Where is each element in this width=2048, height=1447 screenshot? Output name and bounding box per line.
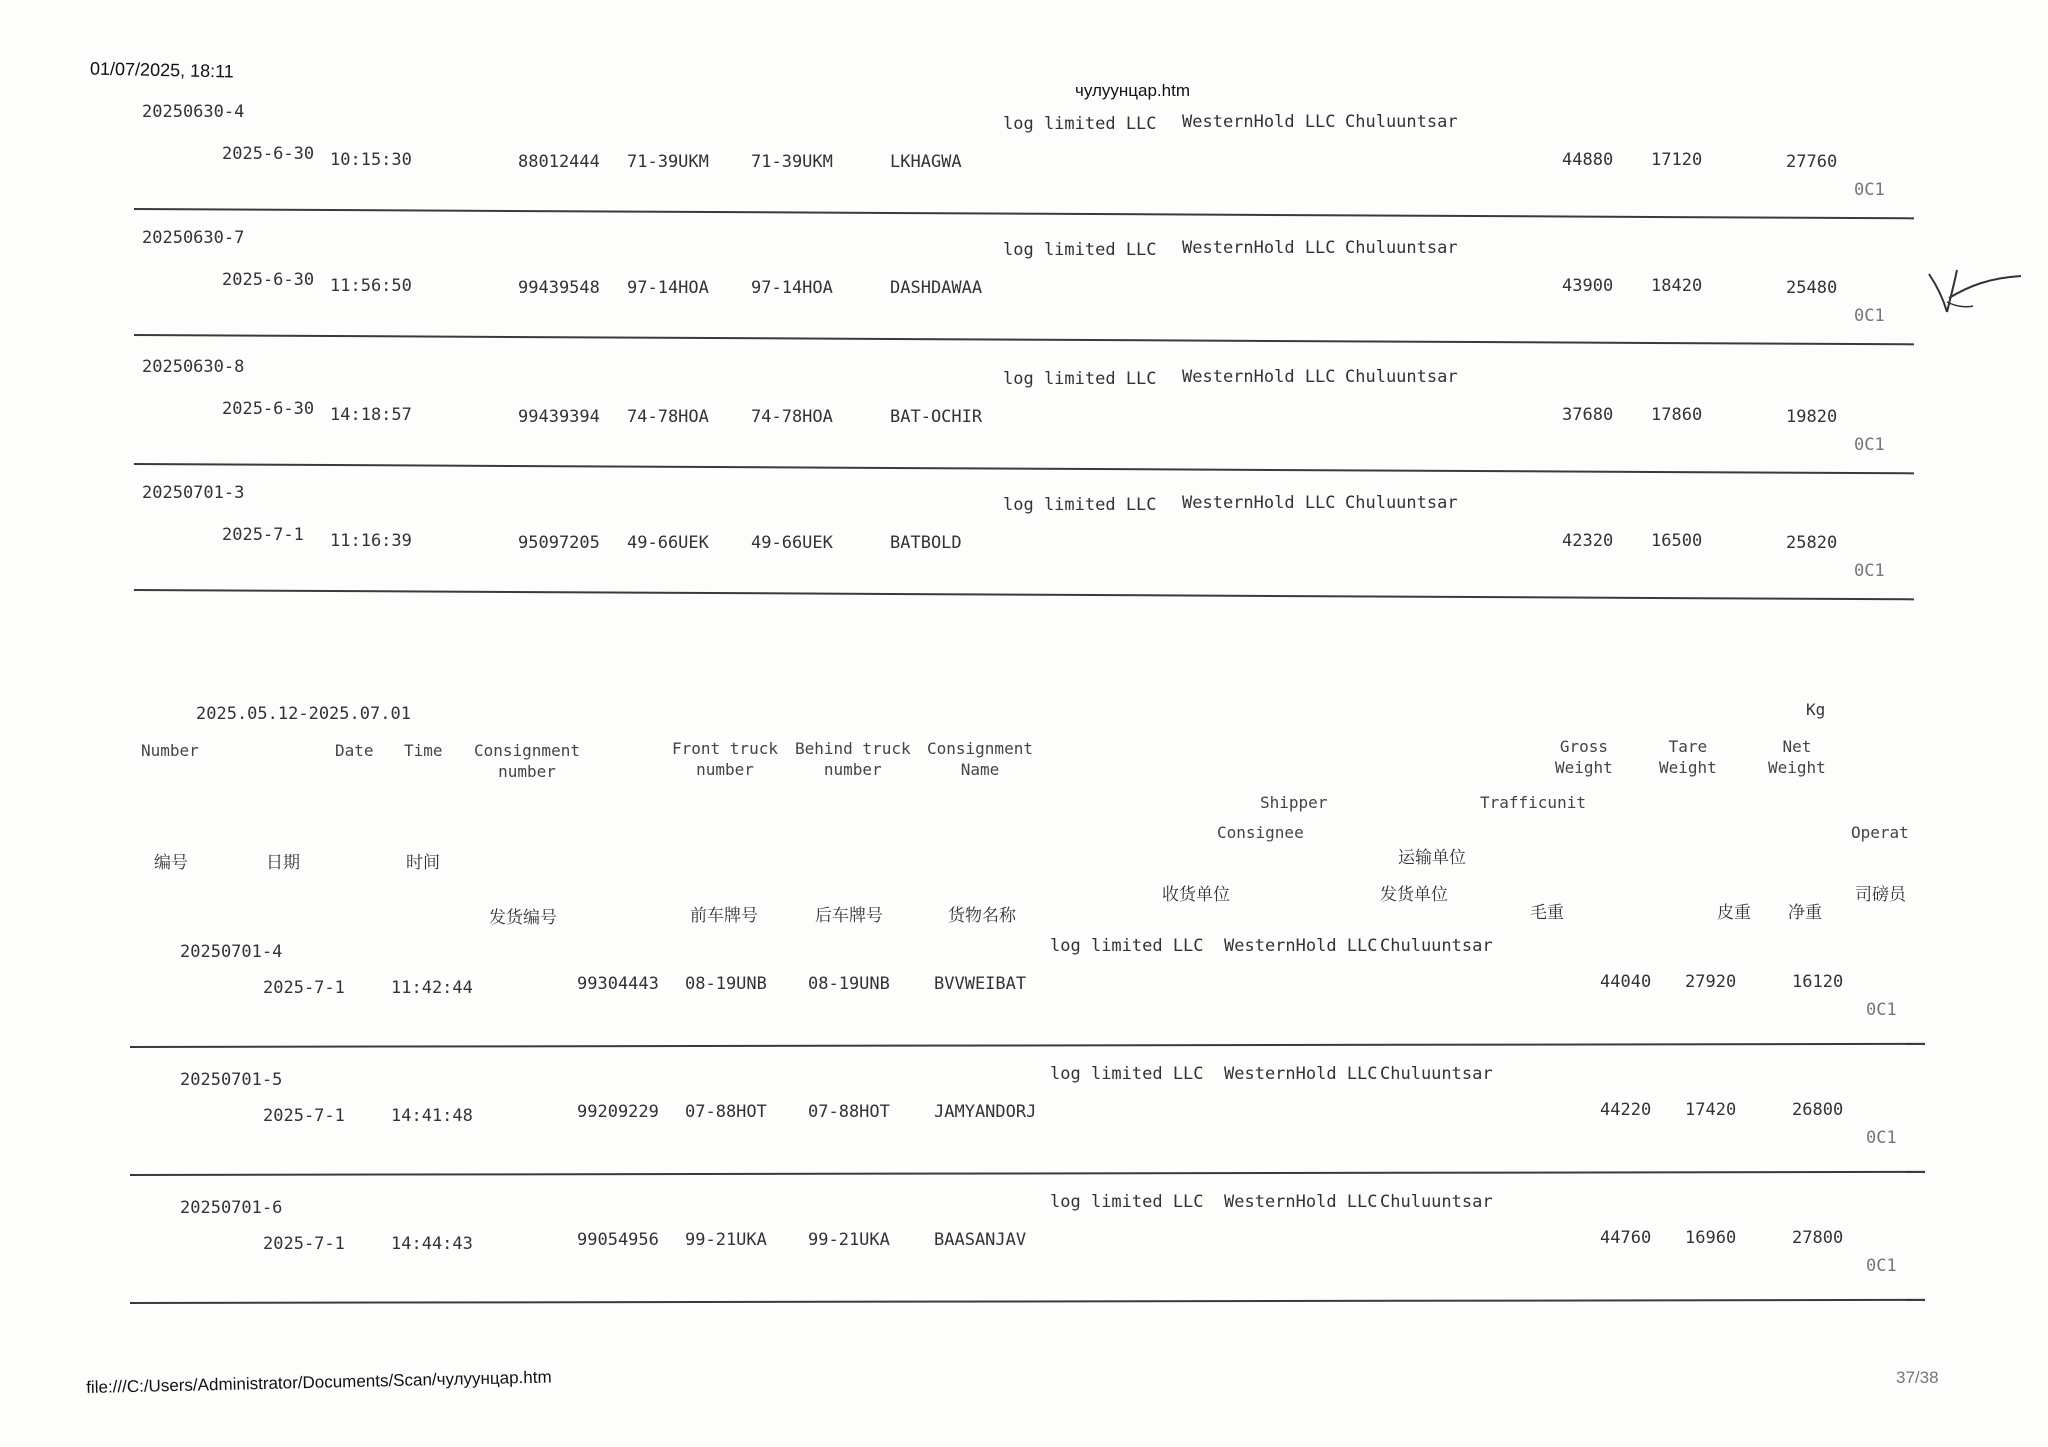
record-date: 2025-6-30 xyxy=(222,399,315,419)
record-time: 10:15:30 xyxy=(330,150,412,170)
record-net: 25820 xyxy=(1786,533,1838,553)
record-gross: 43900 xyxy=(1562,276,1614,296)
header-date-en: Date xyxy=(335,741,374,760)
record-date: 2025-7-1 xyxy=(263,978,345,998)
record-net: 16120 xyxy=(1792,972,1844,992)
header-behind-truck-en: Behind truck number xyxy=(795,739,911,779)
record-consignment-number: 99439394 xyxy=(518,407,600,427)
record-consignment-name: JAMYANDORJ xyxy=(934,1102,1037,1122)
record-consignee: log limited LLC xyxy=(1050,936,1204,956)
record-consignee: log limited LLC xyxy=(1003,240,1157,260)
handwritten-mark xyxy=(1925,262,2025,322)
record-operator: 0C1 xyxy=(1866,1000,1897,1020)
record-consignment-name: LKHAGWA xyxy=(890,152,962,172)
record-time: 11:42:44 xyxy=(391,978,473,998)
record-behind-truck: 74-78HOA xyxy=(751,407,833,427)
record-number: 20250701-6 xyxy=(180,1198,283,1218)
record-traffic-unit: Chuluuntsar xyxy=(1380,1192,1493,1212)
record-operator: 0C1 xyxy=(1854,435,1885,455)
record-consignee: log limited LLC xyxy=(1050,1064,1204,1084)
record-consignee: log limited LLC xyxy=(1003,495,1157,515)
record-tare: 17120 xyxy=(1651,150,1703,170)
header-number-cn: 编号 xyxy=(154,853,188,873)
header-transport-unit-cn: 运输单位 xyxy=(1398,848,1466,868)
header-consignment-number-en: Consignment number xyxy=(474,741,580,781)
record-time: 14:41:48 xyxy=(391,1106,473,1126)
record-number: 20250630-7 xyxy=(142,228,245,248)
record-tare: 17860 xyxy=(1651,405,1703,425)
record-consignment-number: 95097205 xyxy=(518,533,600,553)
record-traffic-unit: Chuluuntsar xyxy=(1345,367,1458,387)
record-number: 20250630-4 xyxy=(142,102,245,122)
header-net-cn: 净重 xyxy=(1788,903,1822,923)
header-tare-cn: 皮重 xyxy=(1717,903,1751,923)
record-gross: 42320 xyxy=(1562,531,1614,551)
record-time: 11:16:39 xyxy=(330,531,412,551)
record xyxy=(0,1064,2048,1192)
header-operator-cn: 司磅员 xyxy=(1855,885,1906,905)
record-date: 2025-7-1 xyxy=(263,1106,345,1126)
record-consignee: log limited LLC xyxy=(1050,1192,1204,1212)
record-number: 20250630-8 xyxy=(142,357,245,377)
record-time: 14:44:43 xyxy=(391,1234,473,1254)
record-net: 26800 xyxy=(1792,1100,1844,1120)
record-tare: 17420 xyxy=(1685,1100,1737,1120)
record-number: 20250701-3 xyxy=(142,483,245,503)
record-separator xyxy=(134,589,1914,600)
record-front-truck: 08-19UNB xyxy=(685,974,767,994)
record xyxy=(0,226,2048,354)
record-traffic-unit: Chuluuntsar xyxy=(1380,936,1493,956)
record-traffic-unit: Chuluuntsar xyxy=(1345,238,1458,258)
record-consignment-name: BATBOLD xyxy=(890,533,962,553)
record-consignment-number: 88012444 xyxy=(518,152,600,172)
record-behind-truck: 97-14HOA xyxy=(751,278,833,298)
record-shipper: WesternHold LLC xyxy=(1224,1192,1378,1212)
header-tare-en: Tare Weight xyxy=(1659,737,1717,777)
record-separator xyxy=(134,208,1914,219)
record-consignment-name: BVVWEIBAT xyxy=(934,974,1027,994)
header-gross-cn: 毛重 xyxy=(1530,903,1564,923)
record-traffic-unit: Chuluuntsar xyxy=(1345,112,1458,132)
record xyxy=(0,1192,2048,1320)
record-shipper: WesternHold LLC xyxy=(1224,936,1378,956)
record-tare: 16960 xyxy=(1685,1228,1737,1248)
record-date: 2025-7-1 xyxy=(263,1234,345,1254)
print-file-path: file:///C:/Users/Administrator/Documents/Scan/чулуунцар.htm xyxy=(86,1367,552,1397)
record-time: 11:56:50 xyxy=(330,276,412,296)
record-net: 19820 xyxy=(1786,407,1838,427)
record-consignment-name: DASHDAWAA xyxy=(890,278,983,298)
record-consignee: log limited LLC xyxy=(1003,369,1157,389)
header-consignment-name-cn: 货物名称 xyxy=(948,906,1016,926)
record-net: 27800 xyxy=(1792,1228,1844,1248)
record-behind-truck: 49-66UEK xyxy=(751,533,833,553)
record-front-truck: 74-78HOA xyxy=(627,407,709,427)
print-datetime: 01/07/2025, 18:11 xyxy=(89,58,235,82)
record-number: 20250701-4 xyxy=(180,942,283,962)
record-shipper: WesternHold LLC xyxy=(1224,1064,1378,1084)
header-gross-en: Gross Weight xyxy=(1555,737,1613,777)
header-consignee-en: Consignee xyxy=(1217,823,1304,842)
record-consignee: log limited LLC xyxy=(1003,114,1157,134)
header-consignment-number-cn: 发货编号 xyxy=(489,908,557,928)
record-consignment-number: 99209229 xyxy=(577,1102,659,1122)
record-consignment-number: 99439548 xyxy=(518,278,600,298)
header-net-en: Net Weight xyxy=(1768,737,1826,777)
record xyxy=(0,481,2048,609)
record-operator: 0C1 xyxy=(1854,306,1885,326)
record-net: 27760 xyxy=(1786,152,1838,172)
record-separator xyxy=(134,334,1914,345)
record-operator: 0C1 xyxy=(1854,180,1885,200)
date-range: 2025.05.12-2025.07.01 xyxy=(196,704,411,724)
record-separator xyxy=(130,1171,1925,1176)
record-date: 2025-6-30 xyxy=(222,144,315,164)
record-consignment-number: 99304443 xyxy=(577,974,659,994)
record-front-truck: 97-14HOA xyxy=(627,278,709,298)
record-behind-truck: 99-21UKA xyxy=(808,1230,890,1250)
record-separator xyxy=(130,1043,1925,1048)
record-tare: 27920 xyxy=(1685,972,1737,992)
record-behind-truck: 08-19UNB xyxy=(808,974,890,994)
record-consignment-number: 99054956 xyxy=(577,1230,659,1250)
record-front-truck: 71-39UKM xyxy=(627,152,709,172)
header-traffic-unit-en: Trafficunit xyxy=(1480,793,1586,812)
header-shipper-en: Shipper xyxy=(1260,793,1328,812)
header-consignment-name-en: Consignment Name xyxy=(927,739,1033,779)
record-traffic-unit: Chuluuntsar xyxy=(1380,1064,1493,1084)
record-shipper: WesternHold LLC xyxy=(1182,493,1336,513)
record-shipper: WesternHold LLC xyxy=(1182,112,1336,132)
record-operator: 0C1 xyxy=(1866,1128,1897,1148)
record-traffic-unit: Chuluuntsar xyxy=(1345,493,1458,513)
record-operator: 0C1 xyxy=(1854,561,1885,581)
record-gross: 44220 xyxy=(1600,1100,1652,1120)
record-gross: 44040 xyxy=(1600,972,1652,992)
record-date: 2025-6-30 xyxy=(222,270,315,290)
print-file-title: чулуунцар.htm xyxy=(1075,81,1190,100)
record-net: 25480 xyxy=(1786,278,1838,298)
header-operator-en: Operat xyxy=(1851,823,1909,842)
record xyxy=(0,355,2048,483)
header-front-truck-cn: 前车牌号 xyxy=(690,906,758,926)
header-shipper-cn: 发货单位 xyxy=(1380,885,1448,905)
record-consignment-name: BAASANJAV xyxy=(934,1230,1027,1250)
header-behind-truck-cn: 后车牌号 xyxy=(815,906,883,926)
record-gross: 37680 xyxy=(1562,405,1614,425)
record-tare: 16500 xyxy=(1651,531,1703,551)
record-front-truck: 99-21UKA xyxy=(685,1230,767,1250)
record-behind-truck: 71-39UKM xyxy=(751,152,833,172)
record xyxy=(0,100,2048,228)
unit-label: Kg xyxy=(1806,700,1826,719)
record xyxy=(0,936,2048,1064)
header-consignee-cn: 收货单位 xyxy=(1162,885,1230,905)
header-front-truck-en: Front truck number xyxy=(672,739,778,779)
record-consignment-name: BAT-OCHIR xyxy=(890,407,983,427)
header-time-cn: 时间 xyxy=(406,853,440,873)
record-number: 20250701-5 xyxy=(180,1070,283,1090)
print-page-number: 37/38 xyxy=(1896,1368,1939,1387)
record-separator xyxy=(130,1299,1925,1304)
record-time: 14:18:57 xyxy=(330,405,412,425)
record-separator xyxy=(134,463,1914,474)
record-front-truck: 07-88HOT xyxy=(685,1102,767,1122)
record-shipper: WesternHold LLC xyxy=(1182,367,1336,387)
record-gross: 44880 xyxy=(1562,150,1614,170)
header-number-en: Number xyxy=(141,741,199,760)
record-front-truck: 49-66UEK xyxy=(627,533,709,553)
header-date-cn: 日期 xyxy=(266,853,300,873)
header-time-en: Time xyxy=(404,741,443,760)
record-behind-truck: 07-88HOT xyxy=(808,1102,890,1122)
record-shipper: WesternHold LLC xyxy=(1182,238,1336,258)
record-operator: 0C1 xyxy=(1866,1256,1897,1276)
record-date: 2025-7-1 xyxy=(222,525,304,545)
record-gross: 44760 xyxy=(1600,1228,1652,1248)
record-tare: 18420 xyxy=(1651,276,1703,296)
